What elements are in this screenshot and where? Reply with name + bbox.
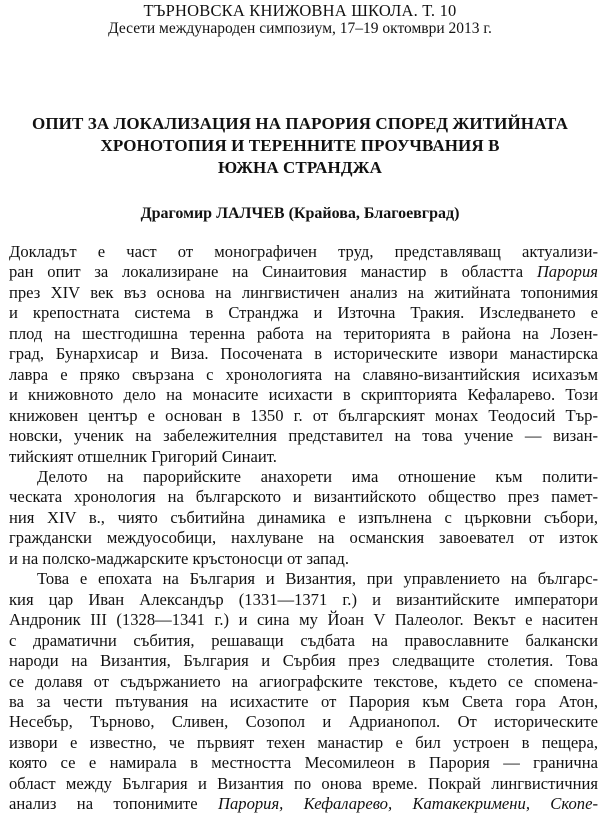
body-line — [9, 528, 598, 548]
body-text-segment: граждански междуособици, нахлуване на османския завоевател от изток — [9, 528, 598, 548]
body-text-segment: и книжовното дело на монасите исихасти в скрипторията Кефаларево. Този — [9, 385, 598, 405]
title-line: ХРОНОТОПИЯ И ТЕРЕННИТЕ ПРОУЧВАНИЯ В — [100, 136, 500, 155]
body-line — [9, 447, 598, 467]
italic-term: Парория — [536, 262, 598, 282]
article-title — [0, 113, 600, 179]
body-line — [9, 283, 598, 303]
body-text-segment: град, Бунархисар и Виза. Посочената в историческите извори манастирска — [9, 344, 598, 364]
body-line — [9, 262, 598, 282]
body-text-segment: Андроник III (1328—1341 г.) и сина му Йоан V Палеолог. Векът е наситен — [9, 610, 598, 630]
body-line — [9, 385, 598, 405]
body-text-segment: ния XIV в., чиято събитийна динамика е изпълнена с църковни събори, — [9, 507, 598, 527]
article-body — [9, 242, 598, 815]
body-line — [9, 651, 598, 671]
body-line — [9, 733, 598, 753]
body-line — [9, 631, 598, 651]
body-text-segment: област между България и Византия по онова време. Покрай лингвистичния — [9, 773, 598, 793]
body-text-segment: ран опит за локализиране на Синаитовия манастир в областта — [9, 262, 537, 282]
body-line — [9, 610, 598, 630]
running-head: ТЪРНОВСКА КНИЖОВНА ШКОЛА. Т. 10 — [143, 1, 457, 20]
title-line: ЮЖНА СТРАНДЖА — [218, 158, 382, 177]
body-line — [9, 590, 598, 610]
body-line — [9, 794, 598, 814]
body-text-segment: се долавя от съдържанието на агиографските текстове, където се спомена- — [9, 671, 598, 691]
body-text-segment: Докладът е част от монографичен труд, представляващ актуализи- — [9, 242, 598, 261]
body-text-segment: книжовен център е основан в 1350 г. от българският монах Теодосий Тър- — [9, 405, 598, 425]
body-line — [9, 406, 598, 426]
body-text-segment: новски, ученик на забележителния представител на това учение — визан- — [9, 426, 598, 446]
body-text-segment: и крепостната система в Странджа и Източна Тракия. Изследването е — [9, 303, 598, 323]
body-line — [9, 692, 598, 712]
italic-term: Парория, Кефаларево, Катакекримени, Скопе- — [218, 794, 598, 814]
title-line: ОПИТ ЗА ЛОКАЛИЗАЦИЯ НА ПАРОРИЯ СПОРЕД ЖИТИЙНАТА — [32, 114, 568, 133]
body-line — [9, 712, 598, 732]
body-text-segment: Несебър, Търново, Сливен, Созопол и Адрианопол. От историческите — [9, 712, 598, 732]
body-line — [9, 365, 598, 385]
body-text-segment: лавра е пряко свързана с хронологията на славяно-византийския исихазъм — [9, 364, 598, 384]
body-text-segment: извори е известно, че първият техен манастир е бил устроен в пещера, — [9, 732, 598, 752]
body-text-segment: ва за чести пътувания на исихастите от Парория към Света гора Атон, — [9, 691, 598, 711]
body-text-segment: с драматични събития, решаващи съдбата на православните балкански — [9, 630, 598, 650]
body-text-segment: тийският отшелник Григорий Синаит. — [9, 446, 277, 466]
body-text-segment: Делото на парорийските анахорети има отношение към полити- — [37, 466, 598, 486]
author-line — [0, 204, 600, 224]
body-text-segment: кия цар Иван Александър (1331—1371 г.) и византийските императори — [9, 589, 598, 609]
author-name: Драгомир ЛАЛЧЕВ — [140, 205, 285, 222]
body-line — [9, 467, 598, 487]
body-line — [9, 242, 598, 262]
body-line — [9, 324, 598, 344]
body-line — [9, 508, 598, 528]
author-affiliation: (Крайова, Благоевград) — [288, 205, 460, 222]
body-line — [9, 549, 598, 569]
body-line — [9, 303, 598, 323]
body-line — [9, 672, 598, 692]
body-line — [9, 344, 598, 364]
body-text-segment: народи на Византия, България и Сърбия през следващите столетия. Това — [9, 651, 598, 671]
body-text-segment: Това е епохата на България и Византия, при управлението на българс- — [37, 569, 598, 589]
body-line — [9, 487, 598, 507]
body-line — [9, 426, 598, 446]
body-line — [9, 753, 598, 773]
body-text-segment: плод на шестгодишна теренна работа на територията в района на Лозен- — [9, 323, 598, 343]
symposium-line: Десети международен симпозиум, 17–19 октомври 2013 г. — [108, 20, 492, 37]
body-text-segment: ческата хронология на българското и византийското общество през памет- — [9, 487, 598, 507]
body-line — [9, 774, 598, 794]
body-text-segment: която се е намирала в местността Месомилеон в Парория — гранична — [9, 753, 598, 773]
body-text-segment: през XIV век въз основа на лингвистичен анализ на житийната топонимия — [9, 282, 598, 302]
body-text-segment: и на полско-маджарските кръстоносци от запад. — [9, 548, 349, 568]
body-text-segment: анализ на топонимите — [9, 794, 218, 814]
body-line — [9, 569, 598, 589]
